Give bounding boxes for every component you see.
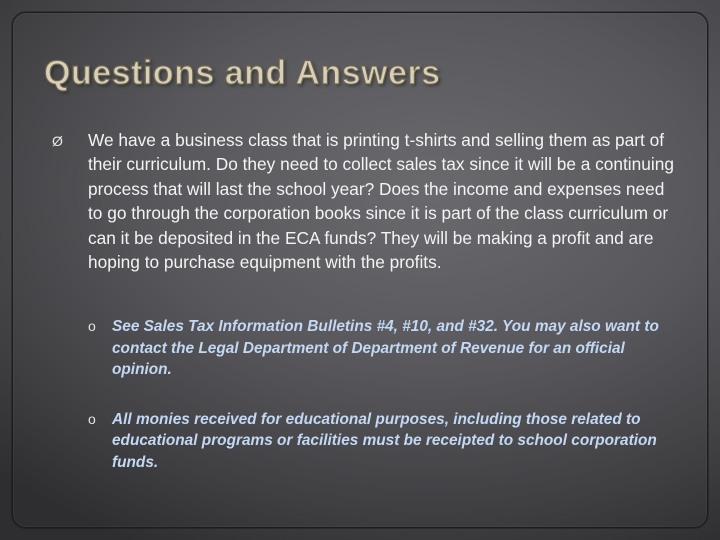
answer-item [88,409,678,474]
answer-text: See Sales Tax Information Bulletins #4, #10, and #32. You may also want to contact the Legal Department of Department of Revenue for an official opinion. [112,318,659,378]
question-text: We have a business class that is printing t-shirts and selling them as part of their curriculum. Do they need to collect sales tax since it will be a continuing process that will last the school year? Does the income and expenses need to go through the corporation books since it is part of the class curriculum or can it be deposited in the ECA funds? They will be making a profit and are hoping to purchase equipment with the profits. [88,130,674,273]
circle-bullet-icon: o [88,410,96,427]
answer-text: All monies received for educational purposes, including those related to educational programs or facilities must be receipted to school corporation funds. [112,410,657,471]
answer-item [88,316,678,381]
slide-title: Questions and Answers [44,54,441,92]
arrow-bullet-icon: Ø [52,133,63,149]
circle-bullet-icon: o [88,318,96,334]
answer-list [88,316,678,501]
